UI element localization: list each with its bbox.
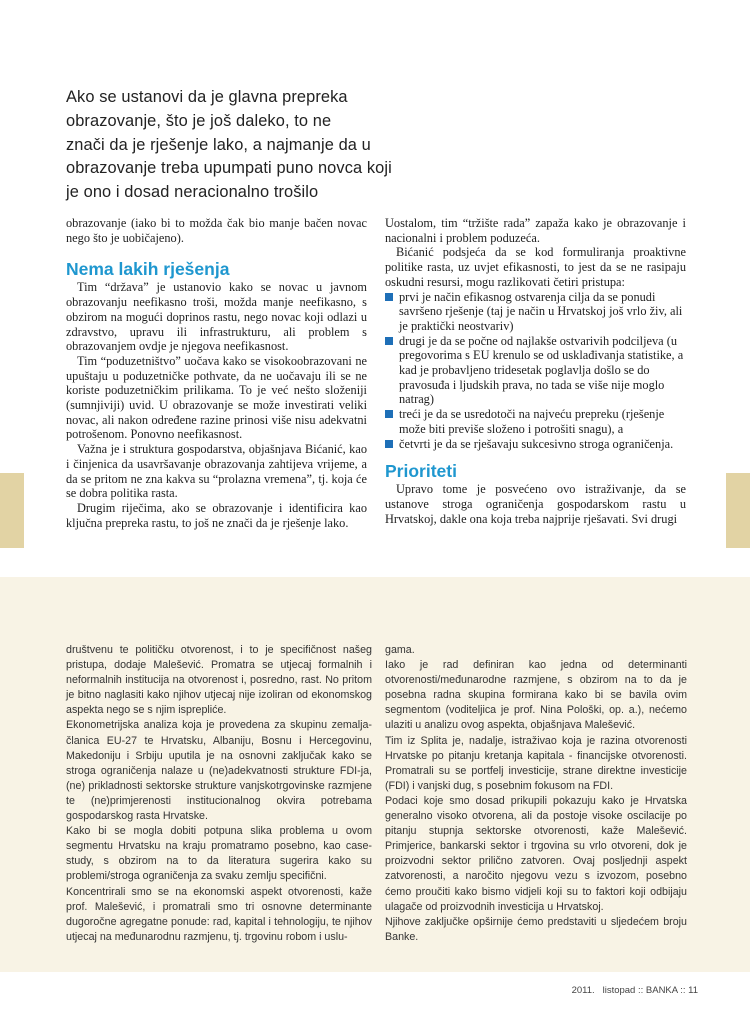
approach-list	[385, 290, 686, 452]
paragraph: Koncentrirali smo se na ekonomski aspekt otvorenosti, kaže prof. Malešević, i promatrali smo tri osnovne determinante dugoročne agregatne ponude: rad, kapital i tehnologiju, te njihov utjecaj na međunarodnu razmjenu, tj. trgovinu robom i uslu-	[66, 885, 372, 943]
paragraph: Uostalom, tim “tržište rada” zapaža kako je obrazovanje i nacionalni i problem poduzeća.	[385, 216, 686, 245]
list-item	[385, 290, 686, 334]
pull-quote-line: je ono i dosad neracionalno trošilo	[66, 183, 319, 202]
paragraph: društvenu te političku otvorenost, i to je specifičnost našeg pristupa, dodaje Malešević. Promatra se utjecaj formalnih i neformalnih institucija na otvorenost i, posredno, rast. No pritom je bitno naglasiti kako njihov utjecaj nije izoliran od ekonomskog aspekta nego se s njim isprepliće.	[66, 644, 372, 717]
paragraph: Bićanić podsjeća da se kod formuliranja proaktivne politike rasta, uz uvjet efikasnosti, to jest da se ne rasipaju oskudni resursi, mogu razlikovati četiri pristupa:	[385, 245, 686, 289]
paragraph: Tim “država” je ustanovio kako se novac u javnom obrazovanju neefikasno troši, možda manje neefikasno, s obzirom na mogući doprinos rastu, nego novac koji odlazi u zdravstvo, upravu ili infrastrukturu, ali problem s obrazovanjem ovdje je njegova neefikasnost.	[66, 280, 367, 354]
paragraph: Tim “poduzetništvo” uočava kako se visokoobrazovani ne upuštaju u poduzetničke pothvate, da ne uočavaju ili se ne koriste poduzetničkim prilikama. To je već nešto složeniji (sumnjiviji) uvid. U obrazovanje se može investirati veliki novac, ali nakon određene razine prinosi više nisu adekvatni potrošenom. Ponovno neefikasnost.	[66, 353, 367, 442]
paragraph: obrazovanje (iako bi to možda čak bio manje bačen novac nego što je uobičajeno).	[66, 216, 367, 245]
list-item-text: prvi je način efikasnog ostvarenja cilja da se ponudi savršeno rješenje (taj je način u Hrvatskoj još vrlo živ, ali je praktički neostvariv)	[399, 289, 683, 333]
article-column-left	[66, 216, 367, 530]
paragraph: Iako je rad definiran kao jedna od determinanti otvorenosti/međunarodne razmjene, s obzirom na to da je posebna radna skupina formirana kako bi se bavila ovim segmentom (voditeljica je prof. Nina Pološki, op. a.), nećemo ulaziti u analizu ovog aspekta, objašnjava Malešević.	[385, 659, 687, 732]
section-heading: Nema lakih rješenja	[66, 259, 230, 280]
list-item	[385, 437, 686, 452]
pull-quote-line: Ako se ustanovi da je glavna prepreka	[66, 88, 348, 106]
pull-quote-line: obrazovanje treba upumpati puno novca koji	[66, 159, 392, 178]
paragraph: Podaci koje smo dosad prikupili pokazuju kako je Hrvatska generalno visoko otvorena, ali da postoje visoke oscilacije po pitanju stupnja sektorske otvorenosti, kaže Malešević. Primjerice, bankarski sektor i trgovina su vrlo otvoreni, dok je proizvodni sektor prilično zatvoren. Ovaj posljednji aspekt zatvorenosti, a naročito njegovu vezu s izvozom, posebno ćemo proučiti kako bismo vidjeli koji su to faktori koji odbijaju ulagače od proizvodnih investicija u Hrvatskoj.	[385, 794, 687, 913]
paragraph: Kako bi se mogla dobiti potpuna slika problema u ovom segmentu Hrvatsku na kraju promatramo posebno, kao case-study, s obzirom na to da literatura sugerira kako su problemi/stroga ograničenja za svaku zemlju specifični.	[66, 825, 372, 883]
page-footer: 2011. listopad :: BANKA :: 11	[571, 985, 698, 996]
square-bullet-icon	[385, 293, 393, 301]
page-edge-tab-left	[0, 473, 24, 548]
bottom-column-left	[66, 643, 372, 945]
paragraph: Drugim riječima, ako se obrazovanje i identificira kao ključna prepreka rastu, to još ne znači da je rješenje lako.	[66, 500, 367, 530]
page-edge-tab-right	[726, 473, 750, 548]
paragraph: Tim iz Splita je, nadalje, istraživao koja je razina otvorenosti Hrvatske po pitanju kretanja kapitala - financijske otvorenosti. Promatrali su se portfelj investicije, strane direktne investicije (FDI) i vanjski dug, s posebnim fokusom na FDI.	[385, 734, 687, 792]
paragraph: Važna je i struktura gospodarstva, objašnjava Bićanić, kao i činjenica da usavršavanje obrazovanja zahtijeva vrijeme, a da se pritom ne zna kakva su “prolazna vremena”, tj. koja će se dobra politika rasta.	[66, 442, 367, 501]
pull-quote	[66, 86, 406, 205]
paragraph: Ekonometrijska analiza koja je provedena za skupinu zemalja-članica EU-27 te Hrvatsku, Albaniju, Bosnu i Hercegovinu, Makedoniju i Srbiju uputila je na osnovni zaključak kako se stroga ograničenja nalaze u (ne)adekvatnosti strukture FDI-ja, (ne) prikladnosti sektorske strukture vanjskotrgovinske razmjene te (ne)primjerenosti institucionalnog okvira potrebama gospodarskog rasta Hrvatske.	[66, 719, 372, 823]
list-item-text: treći je da se usredotoči na najveću prepreku (rješenje može biti previše složeno i potrošiti snagu), a	[399, 407, 665, 436]
list-item-text: četvrti je da se rješavaju sukcesivno stroga ograničenja.	[399, 436, 674, 451]
paragraph: Upravo tome je posvećeno ovo istraživanje, da se ustanove stroga ograničenja gospodarskom rastu u Hrvatskoj, dakle ona koja treba najprije rješavati. Svi drugi	[385, 482, 686, 526]
article-column-right	[385, 216, 686, 526]
paragraph: gama.	[385, 644, 415, 656]
pull-quote-line: obrazovanje, što je još daleko, to ne	[66, 111, 332, 130]
pull-quote-line: znači da je rješenje lako, a najmanje da u	[66, 135, 371, 154]
square-bullet-icon	[385, 410, 393, 418]
square-bullet-icon	[385, 337, 393, 345]
paragraph: Njihove zaključke opširnije ćemo predstaviti u sljedećem broju Banke.	[385, 915, 687, 943]
bottom-column-right	[385, 643, 687, 945]
square-bullet-icon	[385, 440, 393, 448]
list-item	[385, 334, 686, 408]
list-item-text: drugi je da se počne od najlakše ostvarivih podciljeva (u pregovorima s EU krenulo se od usklađivanja statistike, a kad je probavljeno tridesetak poglavlja došlo se do pravosuđa i ljudskih prava, no tada se više nije moglo natrag)	[399, 333, 684, 407]
section-heading: Prioriteti	[385, 461, 457, 482]
list-item	[385, 407, 686, 436]
